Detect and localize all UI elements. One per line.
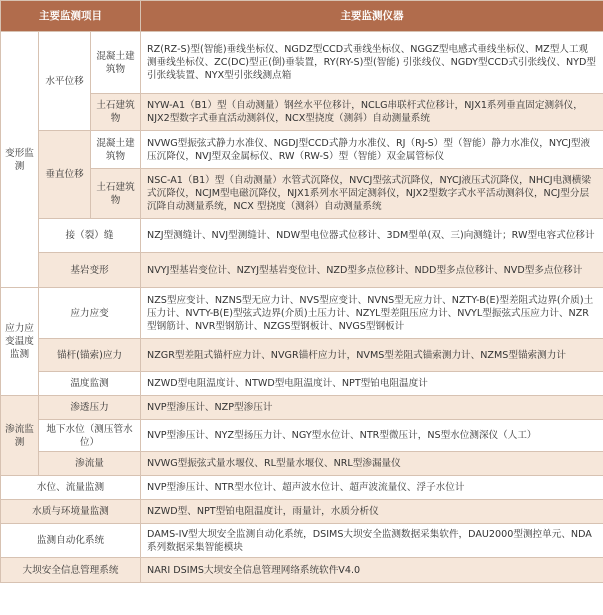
instrument-text: NVP型渗压计、NYZ型扬压力计、NGY型水位计、NTR型微压计，NS型水位测深仪（人工） <box>141 420 603 452</box>
instrument-text: NSC-A1（B1）型（自动测量）水管式沉降仪，NVCJ型弦式沉降仪，NYCJ液压式沉降仪，NHCJ电测横梁式沉降仪，NCJM型电磁沉降仪，NJX1系列水平固定测斜仪，NJX2型数字式水平活动测斜仪，NCJ型分层沉降自动测量系统，NCX 型挠度（测斜）自动测量系统 <box>141 169 603 219</box>
instrument-text: NVYJ型基岩变位计、NZYJ型基岩变位计、NZD型多点位移计、NDD型多点位移计、NVD型多点位移计 <box>141 253 603 288</box>
category-stress: 应力应变温度监测 <box>1 288 39 396</box>
header-instrument: 主要监测仪器 <box>141 1 603 32</box>
category-deformation: 变形监测 <box>1 32 39 288</box>
instrument-text: NVP型渗压计、NTR型水位计、超声波水位计、超声波流量仪、浮子水位计 <box>141 476 603 500</box>
subcategory-bedrock: 基岩变形 <box>39 253 141 288</box>
subcategory-joint: 接（裂）缝 <box>39 219 141 253</box>
header-project: 主要监测项目 <box>1 1 141 32</box>
subcategory-pressure: 渗透压力 <box>39 396 141 420</box>
instrument-text: NVWG型振弦式静力水准仪、NGDJ型CCD式静力水准仪、RJ（RJ-S）型（智能）静力水准仪，NYCJ型液压沉降仪，NVJ型双金属标仪、RW（RW-S）型（智能）双金属管标仪 <box>141 131 603 169</box>
type-concrete-2: 混凝土建筑物 <box>91 131 141 169</box>
instrument-text: NZWD型、NPT型铂电阻温度计，雨量计，水质分析仪 <box>141 500 603 524</box>
subcategory-horizontal: 水平位移 <box>39 32 91 131</box>
instrument-text: NARI DSIMS大坝安全信息管理网络系统软件V4.0 <box>141 558 603 583</box>
type-earth-1: 土石建筑物 <box>91 94 141 131</box>
instrument-text: NZWD型电阻温度计、NTWD型电阻温度计、NPT型铂电阻温度计 <box>141 372 603 396</box>
subcategory-groundwater: 地下水位（测压管水位） <box>39 420 141 452</box>
subcategory-temperature: 温度监测 <box>39 372 141 396</box>
category-automation: 监测自动化系统 <box>1 524 141 558</box>
category-seepage: 渗流监测 <box>1 396 39 476</box>
instrument-text: NZGR型差阻式锚杆应力计、NVGR锚杆应力计，NVMS型差阻式锚索测力计、NZMS型锚索测力计 <box>141 339 603 372</box>
instrument-text: NZS型应变计、NZNS型无应力计、NVS型应变计、NVNS型无应力计、NZTY-B(E)型差阻式边界(介质)土压力计、NVTY-B(E)型弦式边界(介质)土压力计、NZYL型差阻压应力计、NVYL型振弦式压应力计、NZR型钢筋计、NVR型钢筋计、NZGS型钢板计、NVGS型钢板计 <box>141 288 603 339</box>
instrument-text: DAMS-IV型大坝安全监测自动化系统，DSIMS大坝安全监测数据采集软件，DAU2000型测控单元、NDA系列数据采集智能模块 <box>141 524 603 558</box>
type-earth-2: 土石建筑物 <box>91 169 141 219</box>
instrument-text: NVP型渗压计、NZP型渗压计 <box>141 396 603 420</box>
category-water: 水位、流量监测 <box>1 476 141 500</box>
category-quality: 水质与环境量监测 <box>1 500 141 524</box>
instrument-text: NYW-A1（B1）型（自动测量）钢丝水平位移计，NCLG串联杆式位移计，NJX1系列垂直固定测斜仪，NJX2型数字式垂直活动测斜仪，NCX型挠度（测斜）自动测量系统 <box>141 94 603 131</box>
instrument-text: NVWG型振弦式量水堰仪、RL型量水堰仪、NRL型渗漏量仪 <box>141 452 603 476</box>
subcategory-stressstrain: 应力应变 <box>39 288 141 339</box>
subcategory-flow: 渗流量 <box>39 452 141 476</box>
type-concrete-1: 混凝土建筑物 <box>91 32 141 94</box>
instrument-text: RZ(RZ-S)型(智能)垂线坐标仪、NGDZ型CCD式垂线坐标仪、NGGZ型电感式垂线坐标仪、MZ型人工观测垂线坐标仪、ZC(DC)型正(倒)垂装置，RY(RY-S)型(智能) 引张线仪、NGDY型CCD式引张线仪、NYD型引张线装置、NYX型引张线测点箱 <box>141 32 603 94</box>
subcategory-vertical: 垂直位移 <box>39 131 91 219</box>
instrument-text: NZJ型测缝计、NVJ型测缝计、NDW型电位器式位移计、3DM型单(双、三)向测缝计；RW型电容式位移计 <box>141 219 603 253</box>
header-row <box>1 1 603 32</box>
category-info-system: 大坝安全信息管理系统 <box>1 558 141 583</box>
subcategory-anchor: 锚杆(锚索)应力 <box>39 339 141 372</box>
